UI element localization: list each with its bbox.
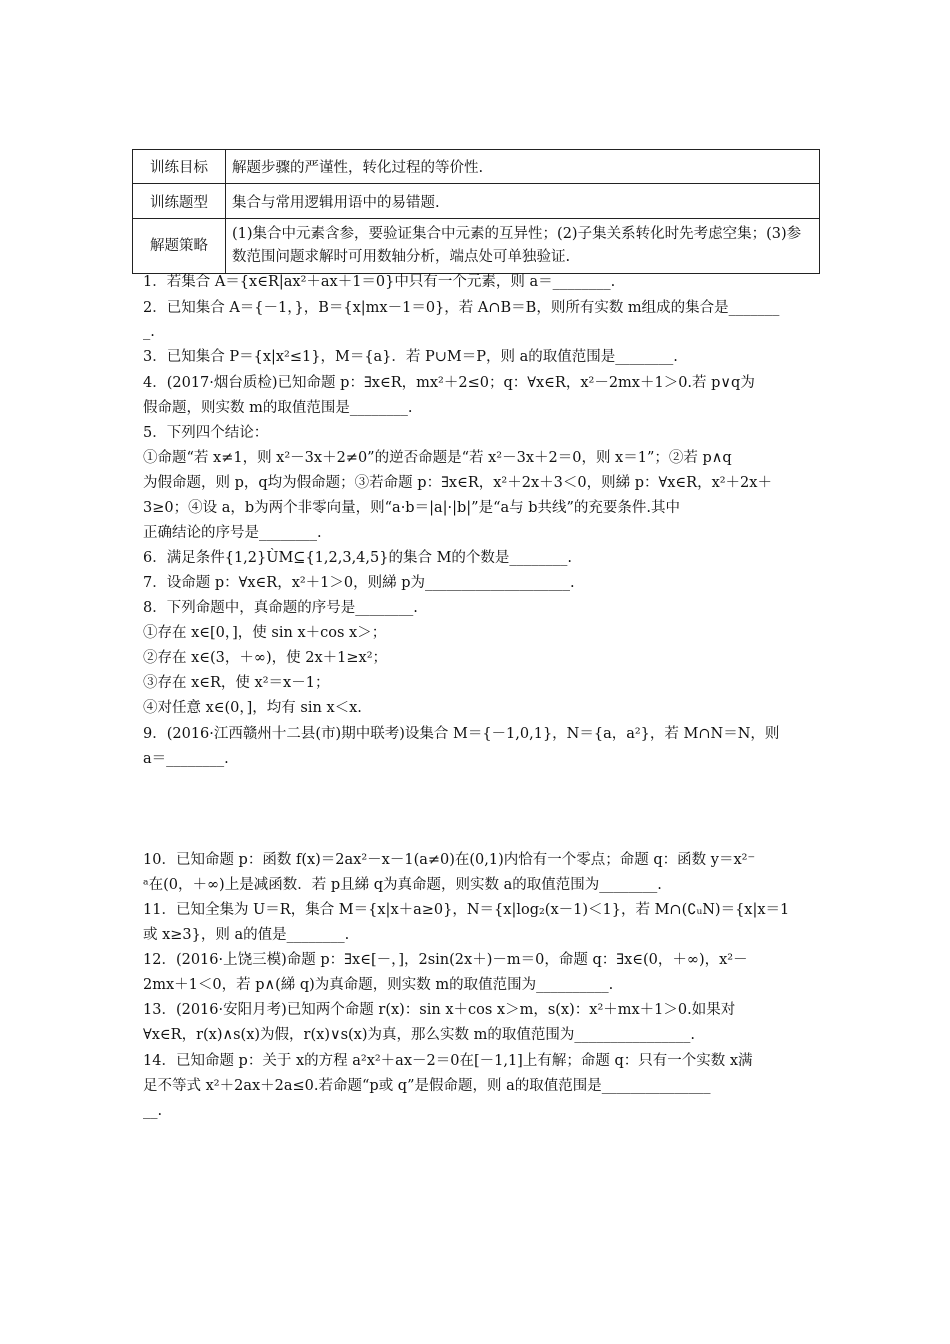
question-line: 4．(2017·烟台质检)已知命题 p：∃x∈R，mx²＋2≤0；q：∀x∈R，x²－2mx＋1＞0.若 p∨q为 (143, 375, 755, 391)
question-line: 1．若集合 A＝{x∈R|ax²＋ax＋1＝0}中只有一个元素，则 a＝________. (143, 274, 616, 290)
table-row (133, 150, 820, 184)
question-line: ∀x∈R，r(x)∧s(x)为假，r(x)∨s(x)为真，那么实数 m的取值范围为________________. (143, 1027, 695, 1043)
question-line: ③存在 x∈R，使 x²＝x－1； (143, 675, 330, 691)
table-value: 解题步骤的严谨性，转化过程的等价性. (226, 150, 820, 184)
question-line: 2．已知集合 A＝{－1，}，B＝{x|mx－1＝0}，若 A∩B＝B，则所有实数 m组成的集合是_______ (143, 300, 780, 316)
question-line: 为假命题，则 p，q均为假命题；③若命题 p：∃x∈R，x²＋2x＋3＜0，则綈 p：∀x∈R，x²＋2x＋ (143, 475, 772, 491)
question-line: __. (143, 1103, 163, 1119)
question-line: 12．(2016·上饶三模)命题 p：∃x∈[－，]，2sin(2x＋)－m＝0，命题 q：∃x∈(0，＋∞)，x²－ (143, 952, 748, 968)
question-line: 正确结论的序号是________. (143, 525, 322, 541)
question-line: ④对任意 x∈(0，]，均有 sin x＜x. (143, 700, 362, 716)
question-line: ②存在 x∈(3，＋∞)，使 2x＋1≥x²； (143, 650, 388, 666)
question-line: 7．设命题 p：∀x∈R，x²＋1＞0，则綈 p为____________________. (143, 575, 575, 591)
table-row (133, 219, 820, 274)
table-row (133, 184, 820, 219)
question-line: 10．已知命题 p：函数 f(x)＝2ax²－x－1(a≠0)在(0,1)内恰有一个零点；命题 q：函数 y＝x²⁻ (143, 852, 756, 868)
question-line: a＝________. (143, 751, 229, 767)
question-line: 11．已知全集为 U＝R，集合 M＝{x|x＋a≥0}，N＝{x|log₂(x－1)＜1}，若 M∩(∁ᵤN)＝{x|x＝1 (143, 902, 790, 918)
question-line: ①存在 x∈[0，]，使 sin x＋cos x＞； (143, 625, 387, 641)
table-value: (1)集合中元素含参，要验证集合中元素的互异性；(2)子集关系转化时先考虑空集；(3)参数范围问题求解时可用数轴分析，端点处可单独验证. (226, 219, 820, 274)
question-line: 假命题，则实数 m的取值范围是________. (143, 400, 413, 416)
table-value: 集合与常用逻辑用语中的易错题. (226, 184, 820, 219)
question-line: ᵃ在(0，＋∞)上是减函数．若 p且綈 q为真命题，则实数 a的取值范围为________. (143, 877, 662, 893)
question-line: ①命题“若 x≠1，则 x²－3x＋2≠0”的逆否命题是“若 x²－3x＋2＝0，则 x＝1”；②若 p∧q (143, 450, 732, 466)
table-key: 训练题型 (133, 184, 226, 219)
question-line: 5．下列四个结论： (143, 425, 269, 441)
question-line: 2mx＋1＜0，若 p∧(綈 q)为真命题，则实数 m的取值范围为__________. (143, 977, 614, 993)
question-line: 足不等式 x²＋2ax＋2a≤0.若命题“p或 q”是假命题，则 a的取值范围是_______________ (143, 1078, 711, 1094)
question-line: 8．下列命题中，真命题的序号是________. (143, 600, 418, 616)
training-info-table (132, 149, 820, 274)
question-line: _. (143, 324, 155, 340)
table-key: 解题策略 (133, 219, 226, 274)
question-line: 3≥0；④设 a，b为两个非零向量，则“a·b＝|a|·|b|”是“a与 b共线”的充要条件.其中 (143, 500, 681, 516)
question-line: 13．(2016·安阳月考)已知两个命题 r(x)：sin x＋cos x＞m，s(x)：x²＋mx＋1＞0.如果对 (143, 1002, 736, 1018)
question-line: 3．已知集合 P＝{x|x²≤1}，M＝{a}．若 P∪M＝P，则 a的取值范围是________. (143, 349, 678, 365)
question-line: 9．(2016·江西赣州十二县(市)期中联考)设集合 M＝{－1,0,1}，N＝{a，a²}，若 M∩N＝N，则 (143, 726, 780, 742)
table-key: 训练目标 (133, 150, 226, 184)
question-line: 14．已知命题 p：关于 x的方程 a²x²＋ax－2＝0在[－1,1]上有解；命题 q：只有一个实数 x满 (143, 1053, 753, 1069)
question-line: 6．满足条件{1,2}ÙM⊆{1,2,3,4,5}的集合 M的个数是________. (143, 550, 573, 566)
question-line: 或 x≥3}，则 a的值是________. (143, 927, 350, 943)
